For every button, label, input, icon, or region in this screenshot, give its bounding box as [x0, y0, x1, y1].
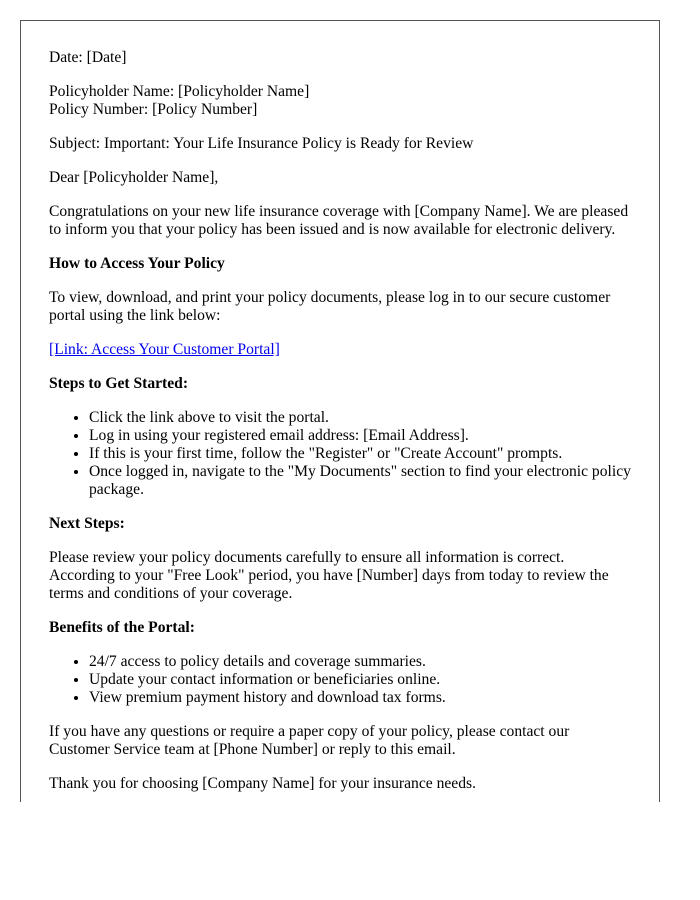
access-heading: How to Access Your Policy: [49, 255, 225, 272]
closing-paragraph: Thank you for choosing [Company Name] for your insurance needs.: [49, 775, 476, 792]
salutation: Dear [Policyholder Name],: [49, 169, 219, 186]
list-item: • View premium payment history and download tax forms.: [89, 689, 631, 707]
letter-container: [20, 20, 660, 802]
letter-body: [21, 21, 659, 793]
list-item: • Once logged in, navigate to the "My Documents" section to find your electronic policy package.: [89, 463, 631, 499]
portal-link[interactable]: [Link: Access Your Customer Portal]: [49, 341, 280, 358]
portal-link-paragraph: [49, 341, 631, 359]
next-steps-heading: Next Steps:: [49, 515, 125, 532]
subject-line: Subject: Important: Your Life Insurance Policy is Ready for Review: [49, 135, 474, 152]
list-item: • Log in using your registered email address: [Email Address].: [89, 427, 631, 445]
contact-paragraph: If you have any questions or require a paper copy of your policy, please contact our Customer Service team at [Phone Number] or reply to this email.: [49, 723, 570, 758]
list-item: • 24/7 access to policy details and coverage summaries.: [89, 653, 631, 671]
steps-list: [49, 409, 631, 499]
benefits-heading: Benefits of the Portal:: [49, 619, 195, 636]
policy-info: [49, 83, 631, 119]
list-item: • If this is your first time, follow the "Register" or "Create Account" prompts.: [89, 445, 631, 463]
list-item: • Update your contact information or beneficiaries online.: [89, 671, 631, 689]
access-paragraph: To view, download, and print your policy documents, please log in to our secure customer portal using the link below:: [49, 289, 611, 324]
list-item: • Click the link above to visit the portal.: [89, 409, 631, 427]
policyholder-name-line: Policyholder Name: [Policyholder Name]: [49, 83, 310, 100]
policy-number-line: Policy Number: [Policy Number]: [49, 101, 258, 118]
steps-heading: Steps to Get Started:: [49, 375, 189, 392]
benefits-list: [49, 653, 631, 707]
intro-paragraph: Congratulations on your new life insurance coverage with [Company Name]. We are pleased to inform you that your policy has been issued and is now available for electronic delivery.: [49, 203, 629, 238]
date-line: Date: [Date]: [49, 49, 127, 66]
next-steps-paragraph: Please review your policy documents carefully to ensure all information is correct. According to your "Free Look" period, you have [Number] days from today to review the terms and conditions of your coverage.: [49, 549, 609, 602]
